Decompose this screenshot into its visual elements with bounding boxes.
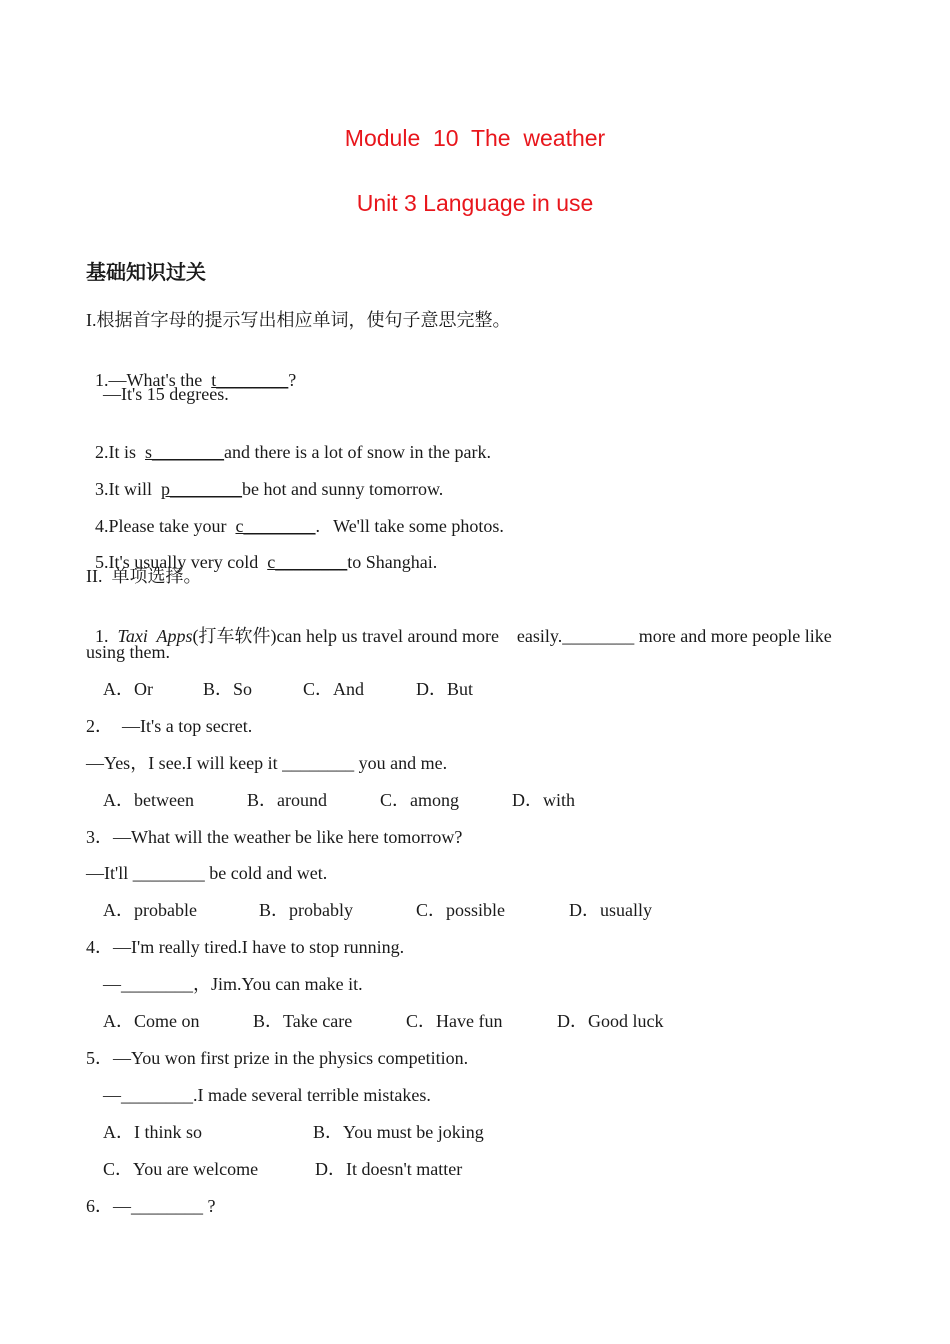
p2-question-5: 5．—You won first prize in the physics competition. (86, 1048, 469, 1068)
part1-heading: I.根据首字母的提示写出相应单词，使句子意思完整。 (86, 310, 511, 330)
p1-q4-blank[interactable]: c________ (235, 516, 316, 536)
p2-q5-option-d[interactable]: D．It doesn't matter (315, 1159, 463, 1179)
p1-q1-answer: —It's 15 degrees. (103, 384, 229, 404)
unit-title: Unit 3 Language in use (356, 190, 594, 216)
p1-q1-suffix: ? (288, 370, 297, 390)
p2-q4-option-d[interactable]: D．Good luck (557, 1011, 664, 1031)
p2-q2-option-a[interactable]: A．between (103, 790, 194, 810)
p2-q1-italic: Taxi Apps (117, 626, 193, 646)
p2-q4-option-b[interactable]: B．Take care (253, 1011, 353, 1031)
p2-q3-response: —It'll ________ be cold and wet. (86, 863, 328, 883)
p2-q4-response: —________，Jim.You can make it. (103, 974, 363, 994)
p1-q1-prefix: 1.—What's the (95, 370, 212, 390)
p1-q2-prefix: 2.It is (95, 442, 146, 462)
p1-q4-prefix: 4.Please take your (95, 516, 236, 536)
p1-q5-suffix: to Shanghai. (347, 552, 438, 572)
p1-q3-blank[interactable]: p________ (161, 479, 242, 499)
p2-q5-option-a[interactable]: A．I think so (103, 1122, 202, 1142)
section-title: 基础知识过关 (86, 260, 206, 284)
p1-q5-blank[interactable]: c________ (267, 552, 348, 572)
p1-q2-suffix: and there is a lot of snow in the park. (224, 442, 491, 462)
p1-q5-prefix: 5.It's usually very cold (95, 552, 268, 572)
part2-heading: II. 单项选择。 (86, 566, 202, 586)
p1-q3-suffix: be hot and sunny tomorrow. (242, 479, 444, 499)
p2-question-1 (86, 603, 832, 647)
p2-q2-response: —Yes，I see.I will keep it ________ you and me. (86, 753, 448, 773)
p2-q4-option-a[interactable]: A．Come on (103, 1011, 200, 1031)
p2-question-2: 2． —It's a top secret. (86, 716, 253, 736)
p2-q5-option-c[interactable]: C．You are welcome (103, 1159, 259, 1179)
p2-question-6: 6．—________ ? (86, 1196, 216, 1216)
p2-q3-option-a[interactable]: A．probable (103, 900, 197, 920)
p2-question-3: 3．—What will the weather be like here tomorrow? (86, 827, 463, 847)
p2-q1-option-c[interactable]: C．And (303, 679, 365, 699)
p1-q2-blank[interactable]: s________ (145, 442, 225, 462)
p2-q2-option-c[interactable]: C．among (380, 790, 459, 810)
p2-q1-option-d[interactable]: D．But (416, 679, 474, 699)
p2-q1-continuation: using them. (86, 642, 170, 662)
p2-q3-option-d[interactable]: D．usually (569, 900, 652, 920)
p1-q4-suffix: . We'll take some photos. (315, 516, 504, 536)
p2-q3-option-b[interactable]: B．probably (259, 900, 353, 920)
p2-q4-option-c[interactable]: C．Have fun (406, 1011, 503, 1031)
p2-q5-response: —________.I made several terrible mistakes. (103, 1085, 431, 1105)
p2-q1-text: (打车软件)can help us travel around more easily.________ more and more people like (192, 626, 832, 646)
p2-q1-number: 1. (95, 626, 118, 646)
p1-q3-prefix: 3.It will (95, 479, 161, 499)
p2-q3-option-c[interactable]: C．possible (416, 900, 506, 920)
p2-q1-option-b[interactable]: B．So (203, 679, 253, 699)
p2-question-4: 4．—I'm really tired.I have to stop running. (86, 937, 405, 957)
p2-q2-option-d[interactable]: D．with (512, 790, 575, 810)
p2-q5-option-b[interactable]: B．You must be joking (313, 1122, 484, 1142)
p1-q1-blank[interactable]: t________ (211, 370, 289, 390)
module-title: Module 10 The weather (344, 125, 606, 151)
p2-q2-option-b[interactable]: B．around (247, 790, 327, 810)
p2-q1-option-a[interactable]: A．Or (103, 679, 153, 699)
